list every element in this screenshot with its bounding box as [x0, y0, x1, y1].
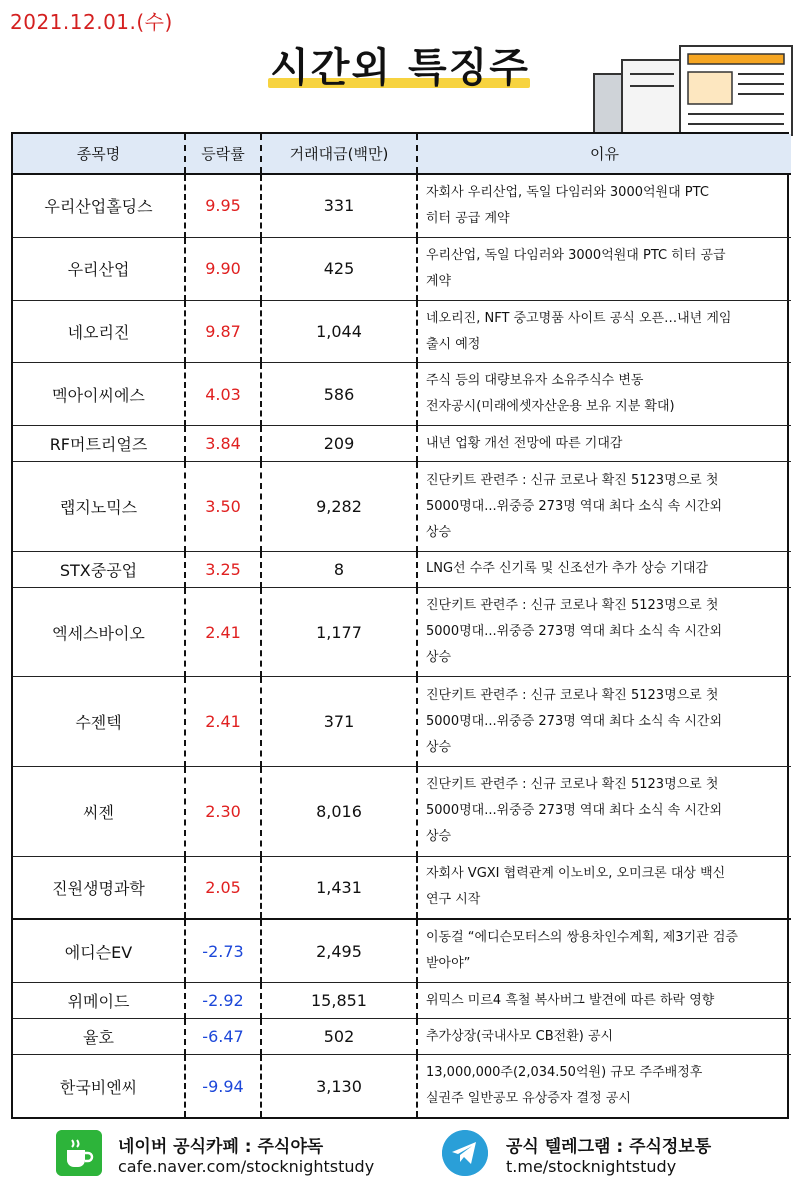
column-header-name: 종목명: [13, 134, 185, 174]
table-row: [13, 856, 791, 919]
table-row: [13, 1055, 791, 1117]
stock-name-cell: STX중공업: [13, 551, 185, 587]
reason-line: 진단키트 관련주 : 신규 코로나 확진 5123명으로 첫: [426, 598, 719, 614]
table-row: [13, 983, 791, 1019]
change-rate-cell: 2.41: [185, 677, 261, 767]
stock-table: [13, 134, 791, 1117]
table-row: [13, 462, 791, 552]
reason-line: 5000명대...위중증 273명 역대 최다 소식 속 시간외: [426, 498, 723, 514]
change-rate-cell: -2.73: [185, 919, 261, 982]
table-row: [13, 587, 791, 677]
trade-amount-cell: 15,851: [261, 983, 417, 1019]
reason-line: 상승: [426, 739, 452, 755]
reason-cell: [417, 983, 791, 1019]
reason-cell: [417, 426, 791, 462]
reason-line: 5000명대...위중증 273명 역대 최다 소식 속 시간외: [426, 624, 723, 640]
reason-line: 주식 등의 대량보유자 소유주식수 변동: [426, 373, 644, 389]
reason-line: 연구 시작: [426, 892, 481, 908]
coffee-cup-icon: [56, 1130, 102, 1176]
stock-name-cell: 우리산업홀딩스: [13, 174, 185, 237]
reason-line: 실권주 일반공모 유상증자 결정 공시: [426, 1091, 631, 1107]
reason-line: 전자공시(미래에셋자산운용 보유 지분 확대): [426, 399, 675, 415]
trade-amount-cell: 9,282: [261, 462, 417, 552]
change-rate-cell: 2.30: [185, 766, 261, 856]
trade-amount-cell: 371: [261, 677, 417, 767]
trade-amount-cell: 1,177: [261, 587, 417, 677]
paper-plane-icon: [442, 1130, 488, 1176]
change-rate-cell: 3.84: [185, 426, 261, 462]
stock-name-cell: RF머트리얼즈: [13, 426, 185, 462]
column-header-reason: 이유: [417, 134, 791, 174]
table-row: [13, 237, 791, 300]
reason-line: 위믹스 미르4 흑철 복사버그 발견에 따른 하락 영향: [426, 992, 715, 1008]
stock-name-cell: 에디슨EV: [13, 919, 185, 982]
reason-line: 5000명대...위중증 273명 역대 최다 소식 속 시간외: [426, 803, 723, 819]
reason-cell: [417, 766, 791, 856]
table-row: [13, 677, 791, 767]
reason-line: 출시 예정: [426, 336, 481, 352]
table-body: [13, 174, 791, 1117]
change-rate-cell: 9.87: [185, 300, 261, 363]
change-rate-cell: 3.25: [185, 551, 261, 587]
reason-cell: [417, 1055, 791, 1117]
trade-amount-cell: 425: [261, 237, 417, 300]
stock-name-cell: 네오리진: [13, 300, 185, 363]
reason-cell: [417, 919, 791, 982]
reason-line: 계약: [426, 273, 452, 289]
change-rate-cell: -6.47: [185, 1019, 261, 1055]
reason-line: 자회사 VGXI 협력관계 이노비오, 오미크론 대상 백신: [426, 866, 726, 882]
table-header-row: [13, 134, 791, 174]
trade-amount-cell: 8,016: [261, 766, 417, 856]
trade-amount-cell: 209: [261, 426, 417, 462]
footer: [0, 1126, 800, 1186]
trade-amount-cell: 586: [261, 363, 417, 426]
trade-amount-cell: 1,431: [261, 856, 417, 919]
stock-name-cell: 랩지노믹스: [13, 462, 185, 552]
reason-line: 자회사 우리산업, 독일 다임러와 3000억원대 PTC: [426, 184, 709, 200]
reason-line: 진단키트 관련주 : 신규 코로나 확진 5123명으로 첫: [426, 472, 719, 488]
reason-line: 5000명대...위중증 273명 역대 최다 소식 속 시간외: [426, 713, 723, 729]
stock-name-cell: 엑세스바이오: [13, 587, 185, 677]
table-row: [13, 1019, 791, 1055]
change-rate-cell: 9.95: [185, 174, 261, 237]
reason-line: 진단키트 관련주 : 신규 코로나 확진 5123명으로 첫: [426, 777, 719, 793]
trade-amount-cell: 1,044: [261, 300, 417, 363]
reason-cell: [417, 174, 791, 237]
reason-cell: [417, 363, 791, 426]
reason-line: 상승: [426, 524, 452, 540]
reason-cell: [417, 587, 791, 677]
table-row: [13, 919, 791, 982]
reason-line: 진단키트 관련주 : 신규 코로나 확진 5123명으로 첫: [426, 687, 719, 703]
stock-name-cell: 씨젠: [13, 766, 185, 856]
reason-line: 받아야”: [426, 956, 471, 972]
telegram-title: 공식 텔레그램 : 주식정보통: [506, 1137, 712, 1157]
reason-line: LNG선 수주 신기록 및 신조선가 추가 상승 기대감: [426, 561, 709, 577]
reason-cell: [417, 677, 791, 767]
table-row: [13, 174, 791, 237]
cafe-url-link[interactable]: cafe.naver.com/stocknightstudy: [118, 1157, 375, 1176]
reason-cell: [417, 856, 791, 919]
cafe-title: 네이버 공식카페 : 주식야독: [118, 1137, 324, 1157]
trade-amount-cell: 502: [261, 1019, 417, 1055]
column-header-rate: 등락률: [185, 134, 261, 174]
trade-amount-cell: 331: [261, 174, 417, 237]
stock-name-cell: 멕아이씨에스: [13, 363, 185, 426]
reason-line: 추가상장(국내사모 CB전환) 공시: [426, 1028, 614, 1044]
table-row: [13, 300, 791, 363]
reason-line: 우리산업, 독일 다임러와 3000억원대 PTC 히터 공급: [426, 247, 726, 263]
change-rate-cell: 4.03: [185, 363, 261, 426]
reason-line: 상승: [426, 650, 452, 666]
reason-line: 네오리진, NFT 중고명품 사이트 공식 오픈…내년 게임: [426, 310, 732, 326]
reason-line: 이동걸 “에디슨모터스의 쌍용차인수계획, 제3기관 검증: [426, 930, 738, 946]
table-row: [13, 551, 791, 587]
change-rate-cell: -9.94: [185, 1055, 261, 1117]
trade-amount-cell: 3,130: [261, 1055, 417, 1117]
telegram-url-link[interactable]: t.me/stocknightstudy: [506, 1157, 677, 1176]
trade-amount-cell: 2,495: [261, 919, 417, 982]
stock-table-container: [11, 132, 789, 1119]
date-label: 2021.12.01.(수): [10, 10, 173, 34]
page-title: 시간외 특징주: [270, 45, 530, 91]
table-row: [13, 766, 791, 856]
trade-amount-cell: 8: [261, 551, 417, 587]
reason-cell: [417, 551, 791, 587]
table-row: [13, 363, 791, 426]
stock-name-cell: 진원생명과학: [13, 856, 185, 919]
stock-name-cell: 위메이드: [13, 983, 185, 1019]
reason-line: 내년 업황 개선 전망에 따른 기대감: [426, 435, 623, 451]
change-rate-cell: -2.92: [185, 983, 261, 1019]
change-rate-cell: 2.05: [185, 856, 261, 919]
change-rate-cell: 3.50: [185, 462, 261, 552]
change-rate-cell: 9.90: [185, 237, 261, 300]
stock-name-cell: 율호: [13, 1019, 185, 1055]
change-rate-cell: 2.41: [185, 587, 261, 677]
reason-cell: [417, 237, 791, 300]
reason-line: 13,000,000주(2,034.50억원) 규모 주주배정후: [426, 1065, 703, 1081]
column-header-amount: 거래대금(백만): [261, 134, 417, 174]
table-row: [13, 426, 791, 462]
reason-cell: [417, 300, 791, 363]
reason-line: 상승: [426, 829, 452, 845]
stock-name-cell: 수젠텍: [13, 677, 185, 767]
stock-name-cell: 우리산업: [13, 237, 185, 300]
reason-cell: [417, 462, 791, 552]
reason-line: 히터 공급 계약: [426, 210, 510, 226]
newspaper-icon: [588, 44, 796, 136]
reason-cell: [417, 1019, 791, 1055]
stock-name-cell: 한국비엔씨: [59, 1077, 138, 1097]
